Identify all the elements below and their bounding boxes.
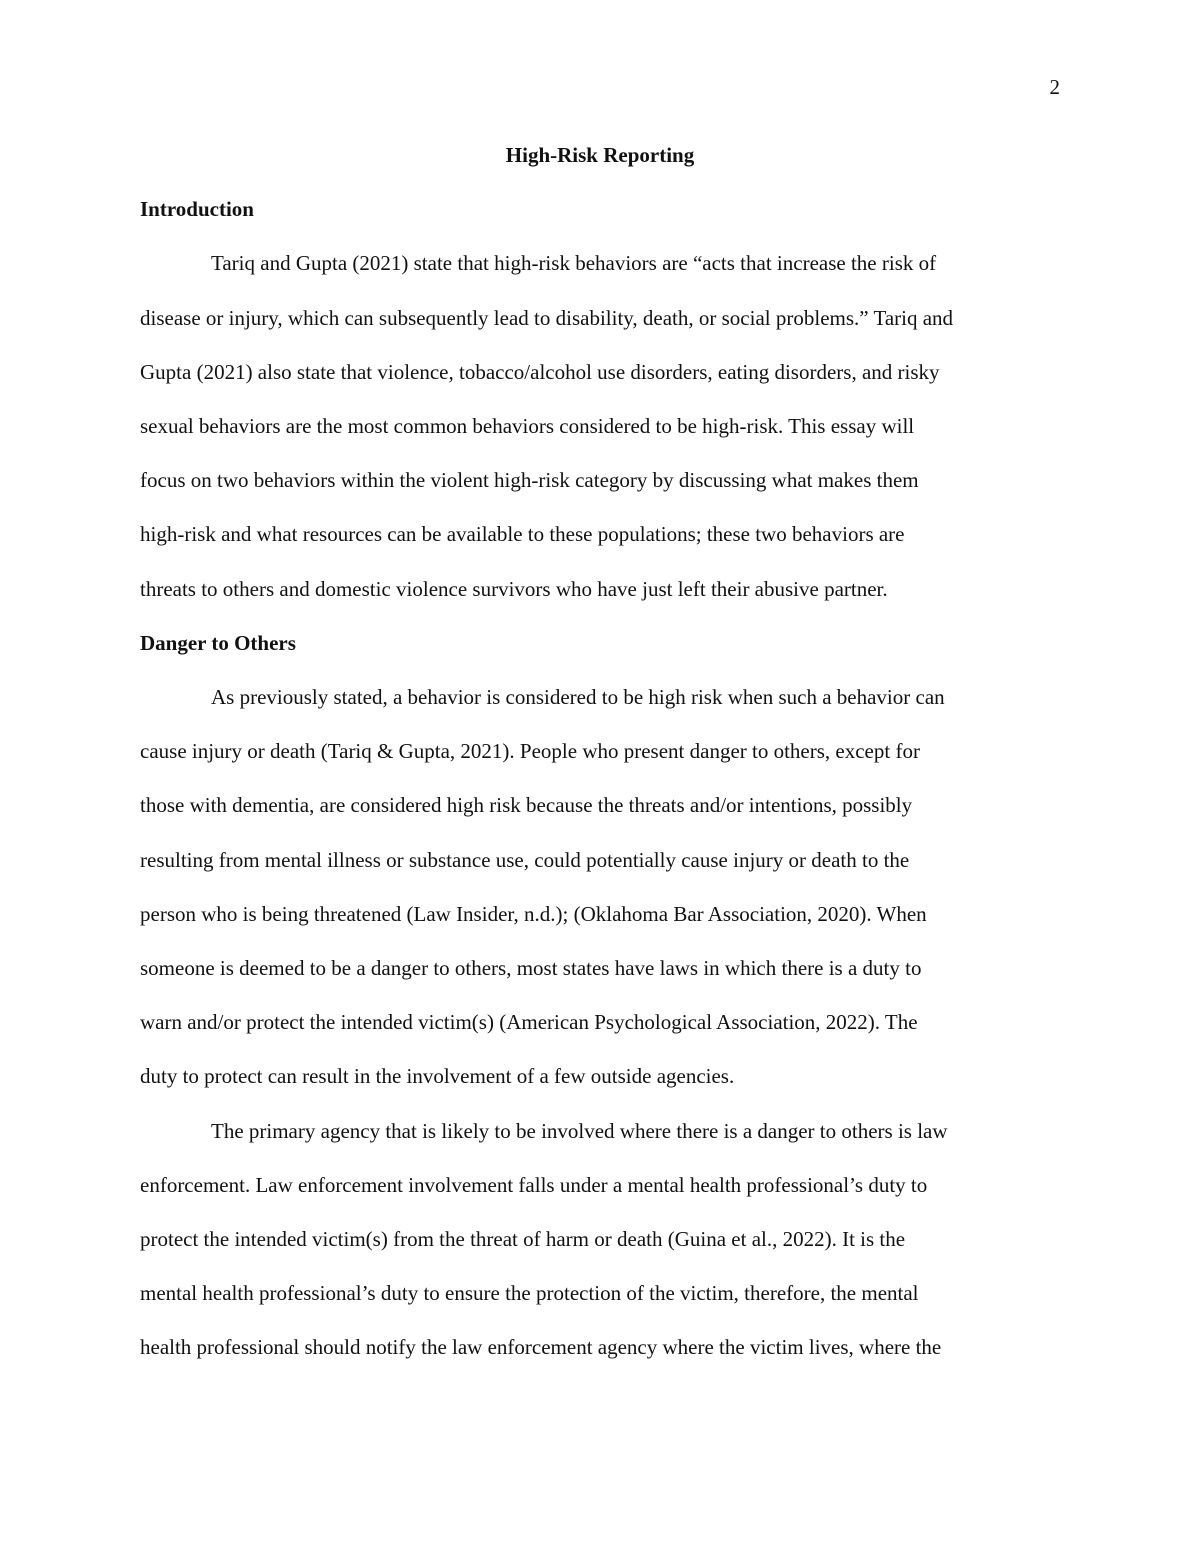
document-body — [140, 128, 1060, 1375]
paragraph-line: sexual behaviors are the most common behaviors considered to be high-risk. This essay will — [140, 414, 915, 439]
paragraph-line: threats to others and domestic violence survivors who have just left their abusive partner. — [140, 576, 888, 601]
page-number: 2 — [1049, 75, 1060, 99]
section-heading-introduction: Introduction — [140, 197, 254, 222]
paragraph-line: cause injury or death (Tariq & Gupta, 2021). People who present danger to others, except for — [140, 739, 920, 764]
paragraph-line: Gupta (2021) also state that violence, tobacco/alcohol use disorders, eating disorders, and risky — [140, 359, 940, 384]
paragraph-line: mental health professional’s duty to ensure the protection of the victim, therefore, the mental — [140, 1281, 919, 1306]
section-heading-danger-to-others: Danger to Others — [140, 630, 296, 655]
paragraph-line: warn and/or protect the intended victim(s) (American Psychological Association, 2022). The — [140, 1010, 918, 1035]
paragraph-line: Tariq and Gupta (2021) state that high-risk behaviors are “acts that increase the risk of — [211, 251, 937, 276]
paragraph-line: duty to protect can result in the involvement of a few outside agencies. — [140, 1064, 735, 1089]
paragraph-line: focus on two behaviors within the violent high-risk category by discussing what makes them — [140, 468, 919, 493]
paragraph-introduction — [140, 236, 1060, 615]
paragraph-line: As previously stated, a behavior is considered to be high risk when such a behavior can — [211, 685, 945, 710]
paragraph-line: resulting from mental illness or substance use, could potentially cause injury or death to the — [140, 847, 910, 872]
paragraph-line: health professional should notify the law enforcement agency where the victim lives, where the — [140, 1335, 942, 1360]
paragraph-line: someone is deemed to be a danger to others, most states have laws in which there is a duty to — [140, 956, 922, 981]
paragraph-line: disease or injury, which can subsequently lead to disability, death, or social problems.” Tariq and — [140, 305, 954, 330]
paragraph-line: enforcement. Law enforcement involvement falls under a mental health professional’s duty to — [140, 1172, 928, 1197]
paragraph-line: The primary agency that is likely to be involved where there is a danger to others is law — [211, 1118, 948, 1143]
paragraph-line: person who is being threatened (Law Insider, n.d.); (Oklahoma Bar Association, 2020). When — [140, 901, 927, 926]
paragraph-danger-to-others-1 — [140, 670, 1060, 1104]
paragraph-danger-to-others-2 — [140, 1104, 1060, 1375]
paragraph-line: those with dementia, are considered high risk because the threats and/or intentions, possibly — [140, 793, 913, 818]
document-title: High-Risk Reporting — [505, 143, 695, 167]
paragraph-line: protect the intended victim(s) from the threat of harm or death (Guina et al., 2022). It is the — [140, 1227, 906, 1252]
paragraph-line: high-risk and what resources can be available to these populations; these two behaviors are — [140, 522, 905, 547]
